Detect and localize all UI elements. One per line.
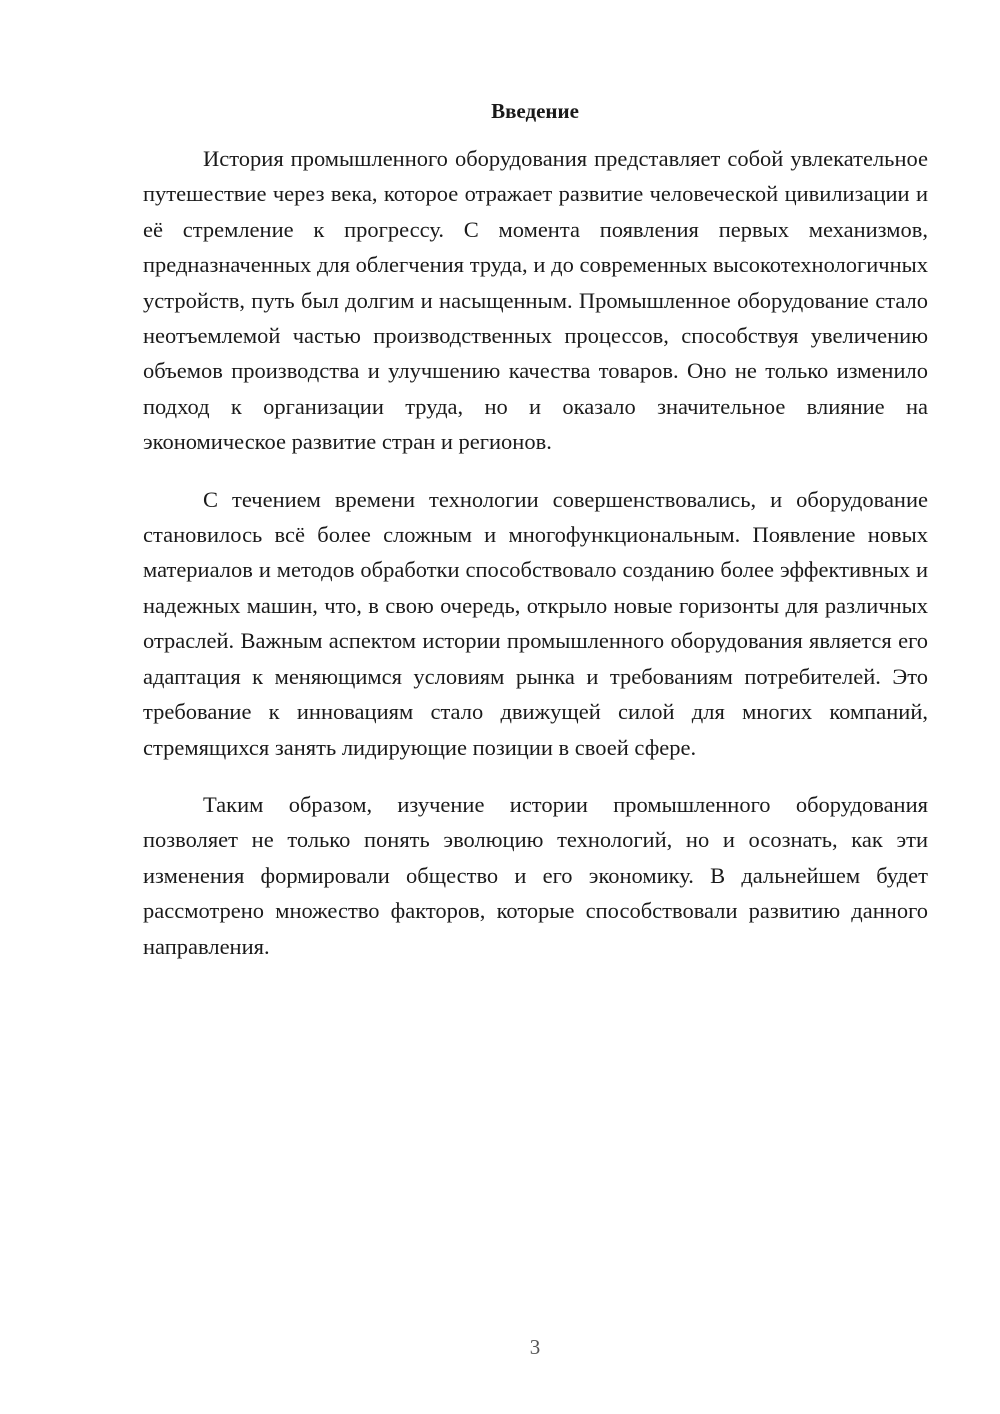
- body-text: [143, 141, 928, 986]
- paragraph-1: История промышленного оборудования представляет собой увлекательное путешествие через века, которое отражает развитие человеческой цивилизации и её стремление к прогрессу. С момента появления первых механизмов, предназначенных для облегчения труда, и до современных высокотехнологичных устройств, путь был долгим и насыщенным. Промышленное оборудование стало неотъемлемой частью производственных процессов, способствуя увеличению объемов производства и улучшению качества товаров. Оно не только изменило подход к организации труда, но и оказало значительное влияние на экономическое развитие стран и регионов.: [143, 146, 928, 455]
- paragraph-3: Таким образом, изучение истории промышленного оборудования позволяет не только понять эволюцию технологий, но и осознать, как эти изменения формировали общество и его экономику. В дальнейшем будет рассмотрено множество факторов, которые способствовали развитию данного направления.: [143, 791, 928, 959]
- page-title: Введение: [491, 99, 579, 123]
- paragraph-2: С течением времени технологии совершенствовались, и оборудование становилось всё более сложным и многофункциональным. Появление новых материалов и методов обработки способствовало созданию более эффективных и надежных машин, что, в свою очередь, открыло новые горизонты для различных отраслей. Важным аспектом истории промышленного оборудования является его адаптация к меняющимся условиям рынка и требованиям потребителей. Это требование к инновациям стало движущей силой для многих компаний, стремящихся занять лидирующие позиции в своей сфере.: [143, 486, 928, 760]
- page-number: 3: [529, 1335, 541, 1359]
